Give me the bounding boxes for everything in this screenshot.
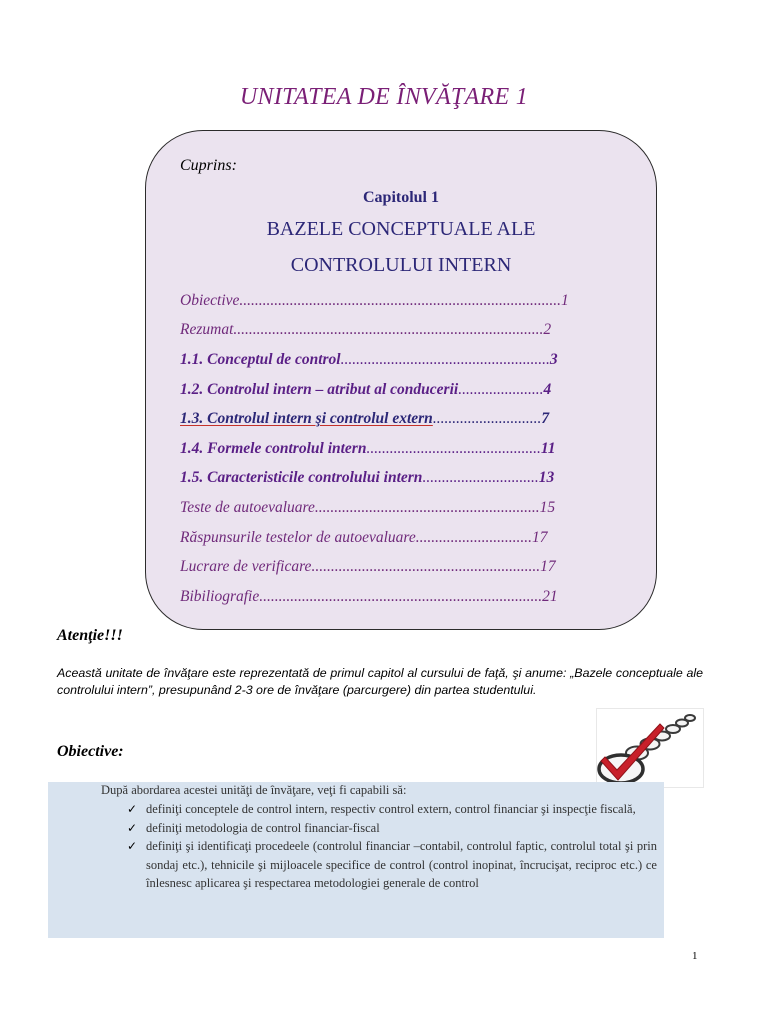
objectives-heading: Obiective: xyxy=(57,743,124,760)
chapter-title-line-1: BAZELE CONCEPTUALE ALE xyxy=(266,218,536,240)
toc-item-bibliography[interactable]: Bibiliografie ......................................................................... 21 xyxy=(180,587,558,605)
list-item: ✓ definiţi metodologia de control financiar-fiscal xyxy=(127,819,657,838)
toc-item-1-5[interactable]: 1.5. Caracteristicile controlului intern .............................. 13 xyxy=(180,469,555,487)
toc-item-assignment[interactable]: Lucrare de verificare ........................................................... 17 xyxy=(180,558,556,576)
toc-item-1-2[interactable]: 1.2. Controlul intern – atribut al conducerii ...................... 4 xyxy=(180,380,552,398)
page-title: UNITATEA DE ÎNVĂŢARE 1 xyxy=(239,84,529,110)
checkmark-icon: ✓ xyxy=(127,820,138,835)
toc-item-1-3[interactable]: 1.3. Controlul intern şi controlul extern ............................ 7 xyxy=(180,410,550,428)
objectives-list xyxy=(127,800,657,893)
page-number: 1 xyxy=(692,950,698,962)
toc-item-1-4[interactable]: 1.4. Formele controlul intern ............................................. 11 xyxy=(180,439,556,457)
toc-list xyxy=(180,286,620,612)
contents-label: Cuprins: xyxy=(180,157,237,174)
toc-item-1-1[interactable]: 1.1. Conceptul de control ...................................................... 3 xyxy=(180,350,558,368)
toc-item-test-answers[interactable]: Răspunsurile testelor de autoevaluare .............................. 17 xyxy=(180,528,548,546)
checkmark-icon: ✓ xyxy=(127,802,138,816)
list-item: ✓ definiţi conceptele de control intern, respectiv control extern, control financiar şi inspecţie fiscală, xyxy=(127,800,657,819)
checklist-icon xyxy=(596,708,704,788)
toc-item-summary[interactable]: Rezumat ................................................................................ 2 xyxy=(180,321,552,339)
list-item: ✓ definiţi şi identificaţi procedeele (controlul financiar –contabil, controlul faptic, controlul total şi prin sondaj etc.), tehnicile şi mijloacele specifice de control (control inopinat, încrucişat, reciproc etc.) ce înlesnesc aplicarea şi respectarea metodologiei generale de control xyxy=(127,839,657,890)
toc-item-self-tests[interactable]: Teste de autoevaluare .......................................................... 15 xyxy=(180,498,556,516)
chapter-title-line-2: CONTROLULUI INTERN xyxy=(290,254,512,276)
objectives-intro: După abordarea acestei unităţi de învăţare, veţi fi capabili să: xyxy=(101,783,407,797)
chapter-label: Capitolul 1 xyxy=(362,189,439,206)
checkmark-icon: ✓ xyxy=(127,839,138,853)
toc-item-objectives[interactable]: Obiective ................................................................................... 1 xyxy=(180,291,569,309)
attention-heading: Atenţie!!! xyxy=(57,627,123,644)
intro-paragraph: Această unitate de învăţare este reprezentată de primul capitol al cursului de faţă, şi anume: „Bazele conceptuale ale controlului intern”, presupunând 2-3 ore de învăţare (parcurgere) din partea studentului. xyxy=(57,666,703,697)
